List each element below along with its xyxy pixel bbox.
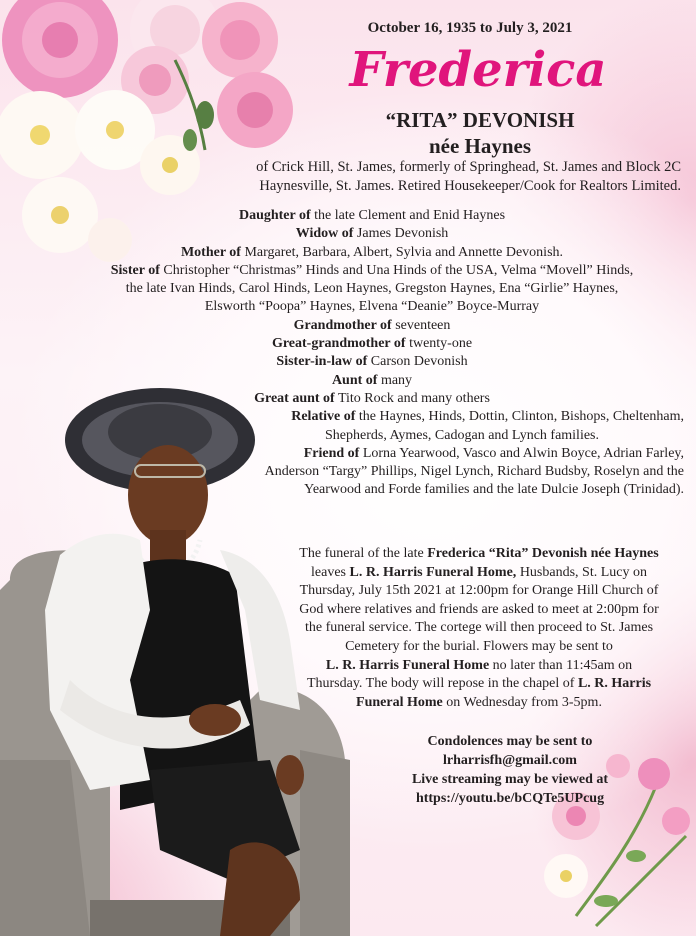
funeral-line: Funeral Home on Wednesday from 3-5pm. <box>356 694 602 710</box>
funeral-line: Cemetery for the burial. Flowers may be sent to <box>345 638 613 654</box>
funeral-line: God where relatives and friends are asked to meet at 2:00pm for <box>299 601 659 617</box>
maiden-name: née Haynes <box>428 134 532 158</box>
contact-info <box>360 732 660 808</box>
life-dates: October 16, 1935 to July 3, 2021 <box>367 20 573 36</box>
bio-line: Haynesville, St. James. Retired Housekeeper/Cook for Realtors Limited. <box>259 178 681 194</box>
deceased-first-name: Frederica <box>349 42 607 98</box>
funeral-line: Thursday. The body will repose in the chapel of L. R. Harris <box>306 676 652 692</box>
relation-widow: Widow of James Devonish <box>295 226 449 242</box>
condolences-email[interactable]: lrharrisfh@gmail.com <box>443 753 577 768</box>
condolences-label: Condolences may be sent to <box>427 734 593 749</box>
bio-line: of Crick Hill, St. James, formerly of Springhead, St. James and Block 2C <box>256 159 681 175</box>
deceased-surname: “RITA” DEVONISH <box>385 108 575 132</box>
relation-sister-cont: Elsworth “Poopa” Haynes, Elvena “Deanie” Boyce-Murray <box>204 299 540 315</box>
streaming-label: Live streaming may be viewed at <box>411 772 609 787</box>
funeral-line: L. R. Harris Funeral Home no later than 11:45am on <box>325 657 633 673</box>
relation-great-grandmother: Great-grandmother of twenty-one <box>271 336 473 352</box>
funeral-line: leaves L. R. Harris Funeral Home, Husbands, St. Lucy on <box>311 564 647 580</box>
funeral-line: Thursday, July 15th 2021 at 12:00pm for Orange Hill Church of <box>299 583 659 599</box>
streaming-link[interactable]: https://youtu.be/bCQTe5UPcug <box>415 791 605 806</box>
funeral-line: The funeral of the late Frederica “Rita” Devonish née Haynes <box>299 546 659 561</box>
relation-aunt: Aunt of many <box>331 372 413 388</box>
relation-sister-in-law: Sister-in-law of Carson Devonish <box>276 354 468 370</box>
relation-daughter: Daughter of the late Clement and Enid Haynes <box>238 208 506 223</box>
relation-friend-cont: Yearwood and Forde families and the late Dulcie Joseph (Trinidad). <box>304 482 684 498</box>
relation-relative: Relative of the Haynes, Hinds, Dottin, Clinton, Bishops, Cheltenham, <box>291 409 684 425</box>
funeral-line: the funeral service. The cortege will then proceed to St. James <box>304 620 654 636</box>
relation-sister: Sister of Christopher “Christmas” Hinds and Una Hinds of the USA, Velma “Movell” Hinds, <box>110 262 634 278</box>
relation-relative-cont: Shepherds, Aymes, Cadogan and Lynch families. <box>325 427 599 443</box>
relation-great-aunt: Great aunt of Tito Rock and many others <box>254 390 490 406</box>
relation-friend: Friend of Lorna Yearwood, Vasco and Alwin Boyce, Adrian Farley, <box>303 445 684 461</box>
relations-list <box>60 207 684 500</box>
relation-grandmother: Grandmother of seventeen <box>293 317 451 333</box>
funeral-details <box>283 545 675 712</box>
relation-sister-cont: the late Ivan Hinds, Carol Hinds, Leon Haynes, Gregston Haynes, Ena “Girlie” Haynes, <box>125 281 619 297</box>
relation-mother: Mother of Margaret, Barbara, Albert, Sylvia and Annette Devonish. <box>180 244 564 260</box>
biography <box>225 158 681 196</box>
relation-friend-cont: Anderson “Targy” Phillips, Nigel Lynch, Richard Budsby, Roselyn and the <box>264 464 684 480</box>
